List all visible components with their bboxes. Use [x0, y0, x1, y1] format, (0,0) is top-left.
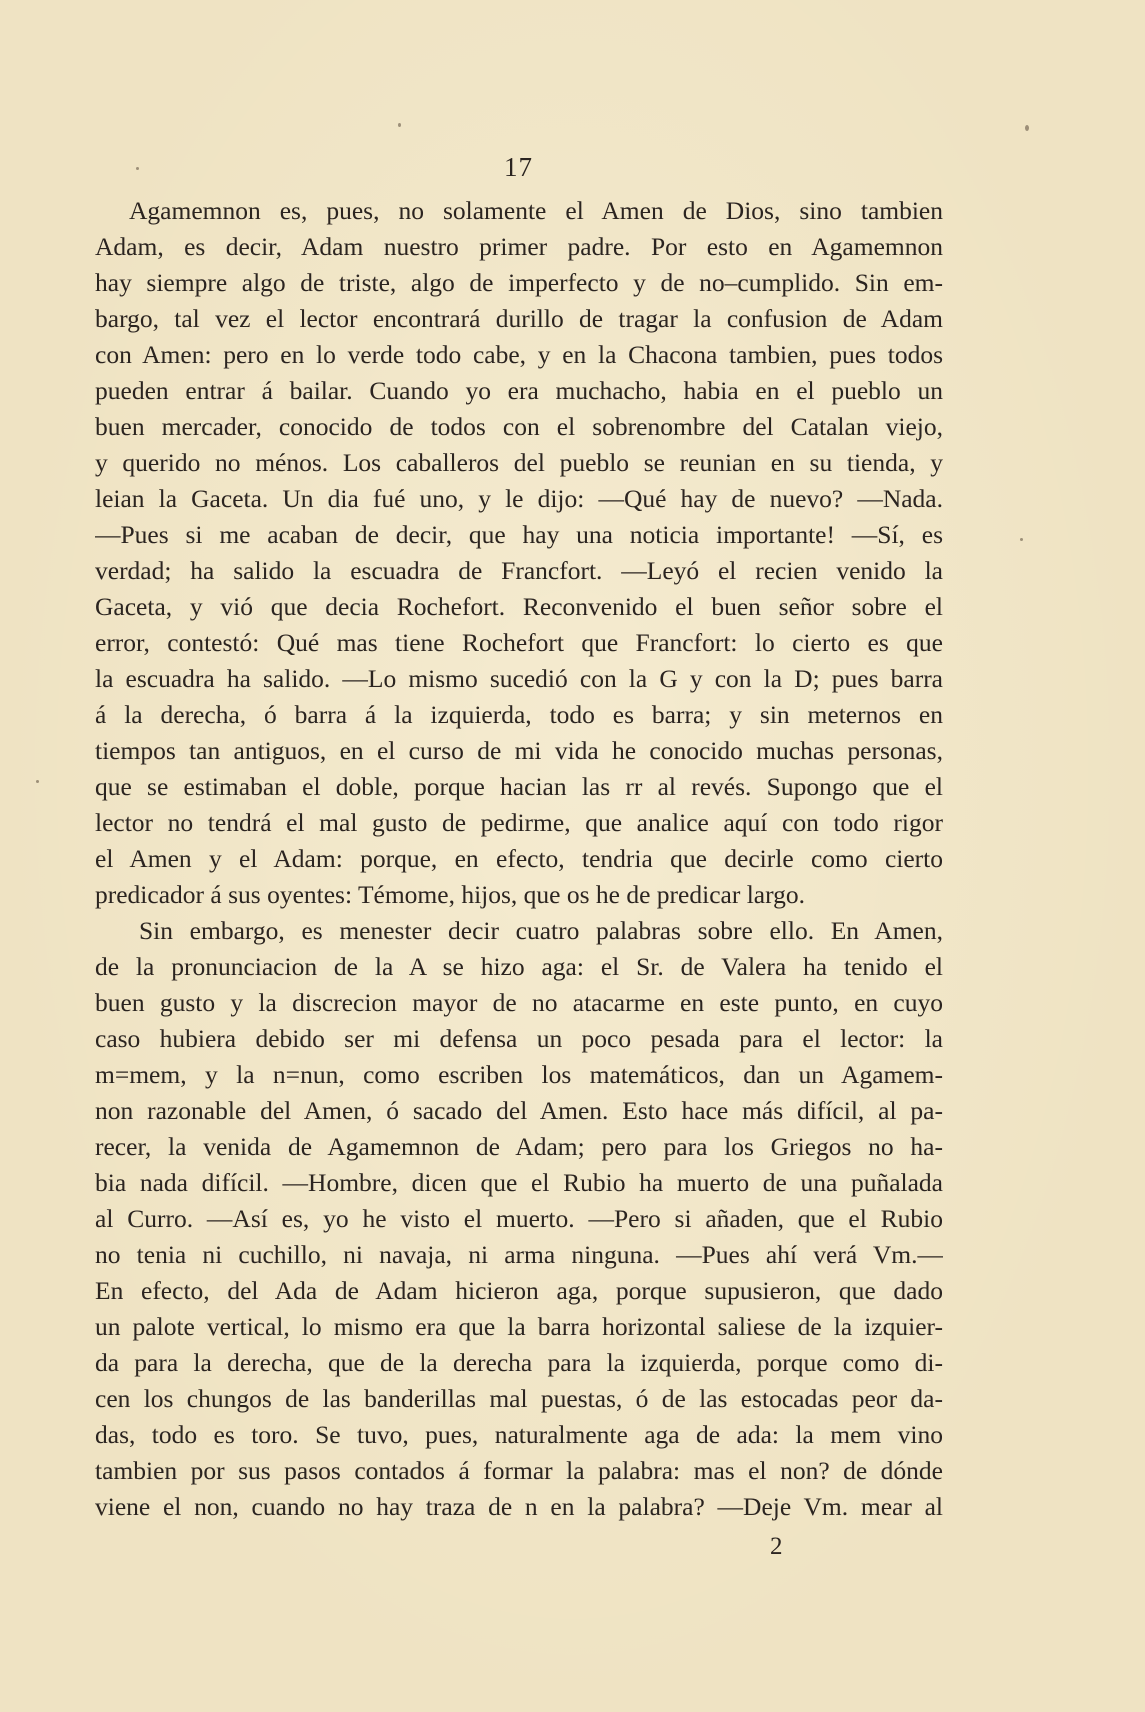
text-line: que se estimaban el doble, porque hacian las rr al revés. Supongo que el — [95, 772, 943, 801]
text-line: Agamemnon es, pues, no solamente el Amen de Dios, sino tambien — [129, 196, 943, 225]
text-line: Sin embargo, es menester decir cuatro palabras sobre ello. En Amen, — [139, 916, 943, 945]
text-line: lector no tendrá el mal gusto de pedirme, que analice aquí con todo rigor — [95, 808, 943, 837]
text-line: Gaceta, y vió que decia Rochefort. Reconvenido el buen señor sobre el — [95, 592, 943, 621]
text-line: no tenia ni cuchillo, ni navaja, ni arma ninguna. —Pues ahí verá Vm.— — [95, 1240, 943, 1269]
text-line: buen mercader, conocido de todos con el sobrenombre del Catalan viejo, — [95, 412, 943, 441]
text-line: cen los chungos de las banderillas mal puestas, ó de las estocadas peor da- — [95, 1384, 943, 1413]
text-line: un palote vertical, lo mismo era que la barra horizontal saliese de la izquier- — [95, 1312, 943, 1341]
text-line: á la derecha, ó barra á la izquierda, todo es barra; y sin meternos en — [95, 700, 943, 729]
text-line: de la pronunciacion de la A se hizo aga: el Sr. de Valera ha tenido el — [95, 952, 943, 981]
text-line: m=mem, y la n=nun, como escriben los matemáticos, dan un Agamem- — [95, 1060, 943, 1089]
text-line: error, contestó: Qué mas tiene Rochefort que Francfort: lo cierto es que — [95, 628, 943, 657]
text-line: al Curro. —Así es, yo he visto el muerto. —Pero si añaden, que el Rubio — [95, 1204, 943, 1233]
paper-speck — [1020, 538, 1023, 541]
text-line: das, todo es toro. Se tuvo, pues, naturalmente aga de ada: la mem vino — [95, 1420, 943, 1449]
text-line: leian la Gaceta. Un dia fué uno, y le dijo: —Qué hay de nuevo? —Nada. — [95, 484, 943, 513]
text-line: buen gusto y la discrecion mayor de no atacarme en este punto, en cuyo — [95, 988, 943, 1017]
text-line: viene el non, cuando no hay traza de n en la palabra? —Deje Vm. mear al — [95, 1492, 943, 1521]
text-line: caso hubiera debido ser mi defensa un poco pesada para el lector: la — [95, 1024, 943, 1053]
text-line: el Amen y el Adam: porque, en efecto, tendria que decirle como cierto — [95, 844, 943, 873]
text-line: —Pues si me acaban de decir, que hay una noticia importante! —Sí, es — [95, 520, 943, 549]
text-line: tiempos tan antiguos, en el curso de mi vida he conocido muchas personas, — [95, 736, 943, 765]
text-line: hay siempre algo de triste, algo de imperfecto y de no–cumplido. Sin em- — [95, 268, 943, 297]
text-line: verdad; ha salido la escuadra de Francfort. —Leyó el recien venido la — [95, 556, 943, 585]
text-line: bargo, tal vez el lector encontrará durillo de tragar la confusion de Adam — [95, 304, 943, 333]
body-text — [95, 193, 943, 1525]
paper-speck — [1025, 125, 1029, 131]
paper-speck — [36, 780, 39, 783]
page-number: 17 — [504, 152, 533, 182]
text-line: da para la derecha, que de la derecha para la izquierda, porque como di- — [95, 1348, 943, 1377]
text-line: Adam, es decir, Adam nuestro primer padre. Por esto en Agamemnon — [95, 232, 943, 261]
paper-speck — [136, 167, 139, 170]
text-line: la escuadra ha salido. —Lo mismo sucedió con la G y con la D; pues barra — [95, 664, 943, 693]
signature-mark: 2 — [770, 1533, 783, 1560]
text-line: non razonable del Amen, ó sacado del Amen. Esto hace más difícil, al pa- — [95, 1096, 943, 1125]
text-line: predicador á sus oyentes: Témome, hijos, que os he de predicar largo. — [95, 880, 806, 909]
text-line: pueden entrar á bailar. Cuando yo era muchacho, habia en el pueblo un — [95, 376, 943, 405]
text-line: recer, la venida de Agamemnon de Adam; pero para los Griegos no ha- — [95, 1132, 943, 1161]
text-line: con Amen: pero en lo verde todo cabe, y en la Chacona tambien, pues todos — [95, 340, 943, 369]
text-line: y querido no ménos. Los caballeros del pueblo se reunian en su tienda, y — [95, 448, 943, 477]
text-line: tambien por sus pasos contados á formar la palabra: mas el non? de dónde — [95, 1456, 943, 1485]
paper-speck — [398, 123, 401, 127]
text-line: En efecto, del Ada de Adam hicieron aga, porque supusieron, que dado — [95, 1276, 943, 1305]
text-line: bia nada difícil. —Hombre, dicen que el Rubio ha muerto de una puñalada — [95, 1168, 943, 1197]
